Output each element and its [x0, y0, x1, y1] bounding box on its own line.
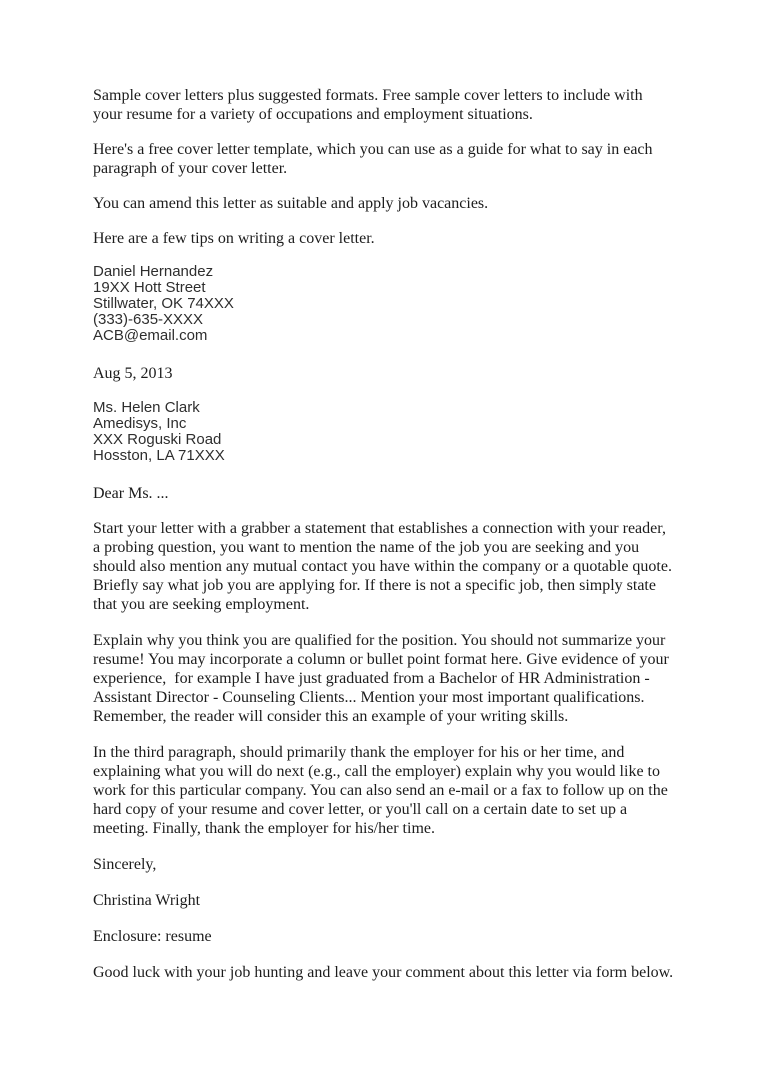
- sender-address: [93, 264, 674, 344]
- date-line: Aug 5, 2013: [93, 365, 173, 382]
- signature-name: Christina Wright: [93, 892, 201, 909]
- body-paragraph: Explain why you think you are qualified for the position. You should not summarize your resume! You may incorporate a column or bullet point format here. Give evidence of your experience, for example I have just graduated from a Bachelor of HR Administration - Assistant Director - Counseling Clients... Mention your most important qualifications. Remember, the reader will consider this an example of your writing skills.: [93, 632, 673, 725]
- body-paragraph: In the third paragraph, should primarily thank the employer for his or her time, and explaining what you will do next (e.g., call the employer) explain why you would like to work for this particular company. You can also send an e-mail or a fax to follow up on the hard copy of your resume and cover letter, or you'll call on a certain date to set up a meeting. Finally, thank the employer for his/her time.: [93, 744, 672, 837]
- body-paragraph: Start your letter with a grabber a statement that establishes a connection with your reader, a probing question, you want to mention the name of the job you are seeking and you should also mention any mutual contact you have within the company or a quotable quote. Briefly say what job you are applying for. If there is not a specific job, then simply state that you are seeking employment.: [93, 520, 676, 613]
- recipient-name-line: Ms. Helen Clark: [93, 399, 200, 416]
- recipient-address: [93, 400, 674, 464]
- sender-name-line: Daniel Hernandez: [93, 263, 214, 280]
- recipient-city-line: Hosston, LA 71XXX: [93, 447, 225, 464]
- sender-street-line: 19XX Hott Street: [93, 279, 206, 296]
- intro-paragraph: You can amend this letter as suitable and apply job vacancies.: [93, 195, 489, 212]
- enclosure-note: Enclosure: resume: [93, 928, 212, 945]
- sender-city-line: Stillwater, OK 74XXX: [93, 295, 234, 312]
- intro-paragraph: Sample cover letters plus suggested formats. Free sample cover letters to include with your resume for a variety of occupations and employment situations.: [93, 87, 647, 123]
- intro-paragraph: Here are a few tips on writing a cover letter.: [93, 230, 375, 247]
- salutation: Dear Ms. ...: [93, 485, 169, 502]
- sender-phone-line: (333)-635-XXXX: [93, 311, 204, 328]
- recipient-company-line: Amedisys, Inc: [93, 415, 187, 432]
- recipient-street-line: XXX Roguski Road: [93, 431, 222, 448]
- footer-note: Good luck with your job hunting and leave your comment about this letter via form below.: [93, 964, 674, 981]
- closing: Sincerely,: [93, 856, 157, 873]
- intro-paragraph: Here's a free cover letter template, which you can use as a guide for what to say in each paragraph of your cover letter.: [93, 141, 657, 177]
- sender-email-line: ACB@email.com: [93, 327, 208, 344]
